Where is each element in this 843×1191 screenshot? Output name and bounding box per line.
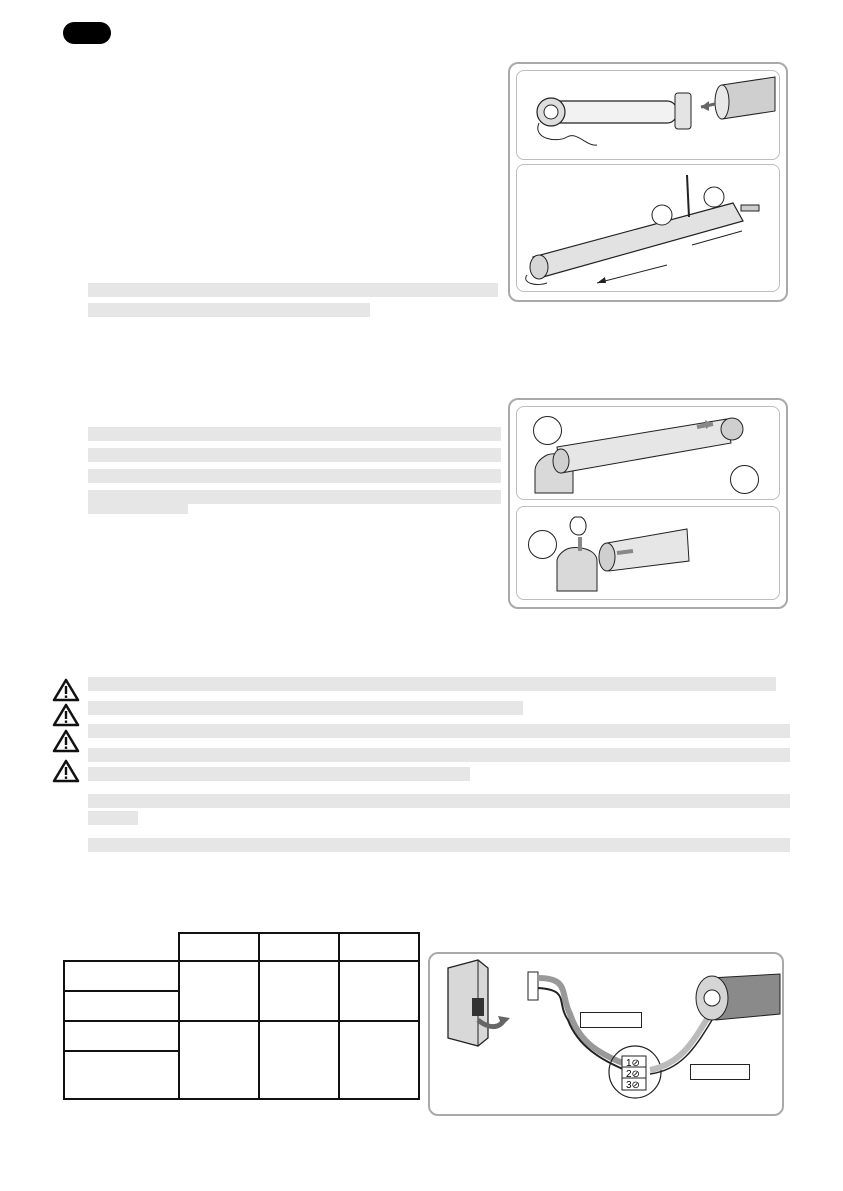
- motor-insert-illustration: [517, 71, 779, 159]
- wiring-diagram: [430, 954, 782, 1114]
- note-1-line: [88, 303, 370, 317]
- note-2-line: [88, 500, 188, 514]
- spec-cell: [179, 961, 259, 1021]
- warning-triangle-icon: [52, 729, 80, 753]
- spec-cell: [259, 961, 339, 1021]
- spec-table: [63, 932, 420, 1100]
- tube-fixing-illustration: [517, 165, 779, 291]
- note-2-line: [88, 427, 501, 441]
- warning-line: [88, 748, 790, 762]
- cable-label: [690, 1064, 750, 1080]
- figure-subpanel-insert: [516, 70, 780, 160]
- callout-marker: [528, 530, 557, 559]
- info-line: [88, 794, 790, 808]
- spec-cell: [259, 1021, 339, 1099]
- warning-line: [88, 724, 790, 738]
- warning-triangle-icon: [52, 678, 80, 702]
- warning-line: [88, 701, 523, 715]
- spec-cell: [339, 1021, 419, 1099]
- note-2-line: [88, 469, 501, 483]
- clip-mounting-illustration: [517, 507, 779, 599]
- table-row: [64, 961, 419, 991]
- language-badge: [63, 22, 111, 44]
- spec-row-label: [64, 1051, 179, 1099]
- note-2-line: [88, 448, 501, 462]
- info-line: [88, 811, 138, 825]
- spec-cell: [179, 1021, 259, 1099]
- figure-wiring: [428, 952, 784, 1116]
- spec-row-label: [64, 991, 179, 1021]
- callout-marker: [533, 416, 562, 445]
- terminal-label: 2⊘: [626, 1069, 640, 1080]
- spec-cell: [339, 961, 419, 1021]
- note-1-line: [88, 283, 498, 297]
- spec-table-header: [259, 933, 339, 961]
- spec-table-header: [339, 933, 419, 961]
- spec-table-header-row: [64, 933, 419, 961]
- spec-row-label: [64, 1021, 179, 1051]
- terminal-label: 1⊘: [626, 1058, 640, 1069]
- spec-row-label: [64, 961, 179, 991]
- figure-tube-assembly: [508, 62, 788, 302]
- callout-marker: [730, 465, 759, 494]
- warning-triangle-icon: [52, 703, 80, 727]
- cable-label: [580, 1012, 642, 1028]
- terminal-label: 3⊘: [626, 1080, 640, 1091]
- figure-subpanel-fixing: [516, 164, 780, 292]
- warning-triangle-icon: [52, 759, 80, 783]
- warning-line: [88, 767, 470, 781]
- spec-table-header: [179, 933, 259, 961]
- spec-table-corner: [64, 933, 179, 961]
- circuit-breaker-icon: [448, 960, 510, 1046]
- warning-line: [88, 677, 776, 691]
- table-row: [64, 1021, 419, 1051]
- figure-subpanel-clip: [516, 506, 780, 600]
- info-line: [88, 838, 790, 852]
